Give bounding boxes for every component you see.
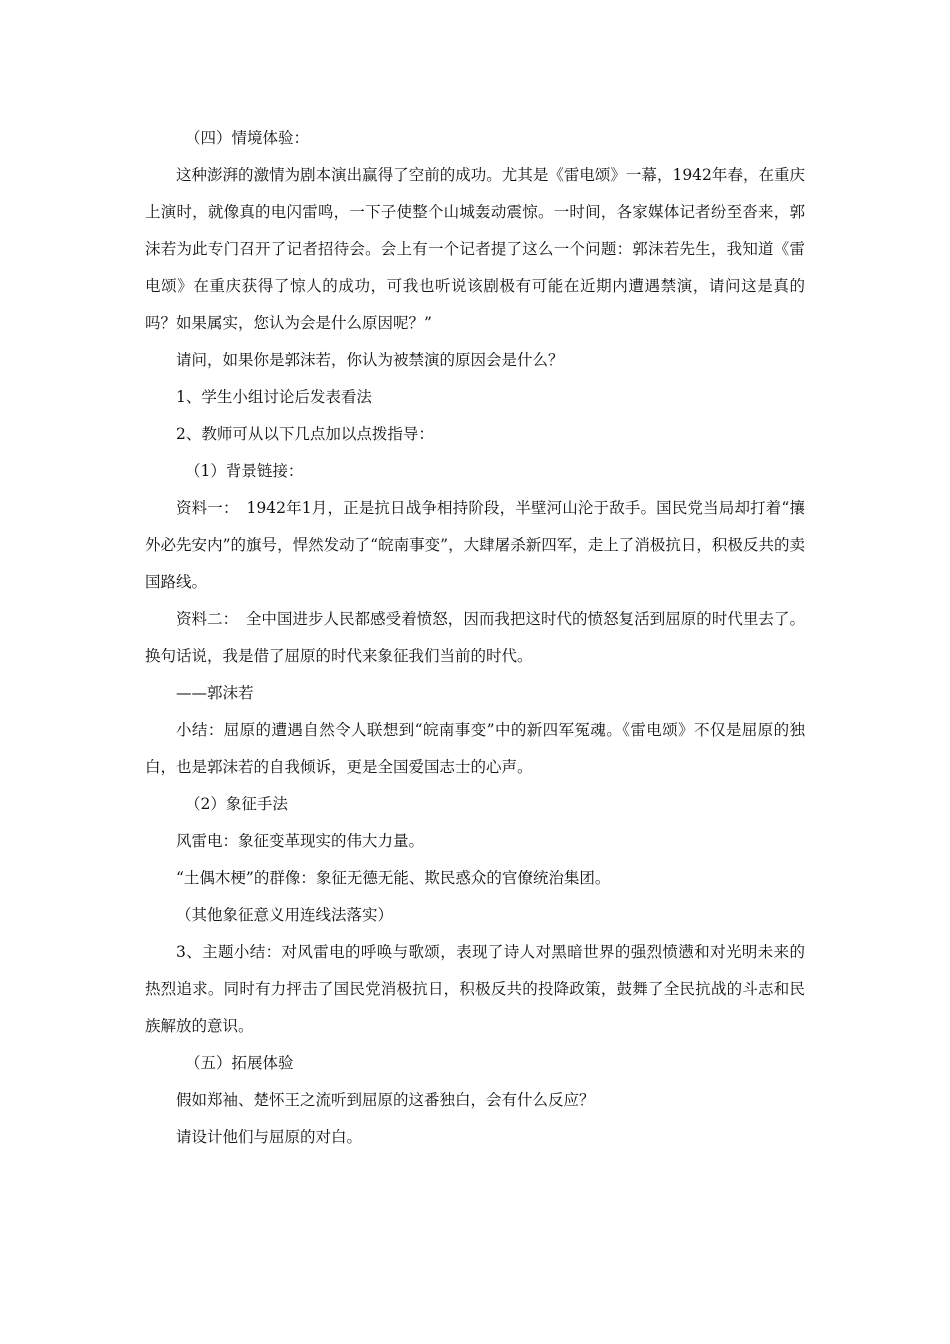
document-body [145, 120, 805, 1156]
subheading-background-link: （1）背景链接： [185, 462, 304, 480]
list-item-teacher-guidance: 2、教师可从以下几点加以点拨指导： [176, 425, 434, 443]
paragraph-dialogue-task: 请设计他们与屈原的对白。 [176, 1128, 363, 1146]
paragraph-hypothetical-reaction: 假如郑袖、楚怀王之流听到屈原的这番独白，会有什么反应？ [176, 1091, 595, 1109]
paragraph-material-one: 资料一： 1942年1月，正是抗日战争相持阶段，半壁河山沦于敌手。国民党当局却打着“攘外必先安内”的旗号，悍然发动了“皖南事变”，大肆屠杀新四军，走上了消极抗日，积极反共的卖国路线。 [145, 499, 805, 591]
author-signature: ——郭沫若 [176, 684, 254, 702]
paragraph-question: 请问，如果你是郭沫若，你认为被禁演的原因会是什么？ [176, 351, 564, 369]
paragraph-summary: 小结：屈原的遭遇自然令人联想到“皖南事变”中的新四军冤魂。《雷电颂》不仅是屈原的独白，也是郭沫若的自我倾诉，更是全国爱国志士的心声。 [145, 721, 805, 776]
section-heading-situation-experience: （四）情境体验： [185, 129, 310, 147]
paragraph-clay-idols: “土偶木梗”的群像：象征无德无能、欺民惑众的官僚统治集团。 [176, 869, 611, 887]
paragraph-performance-success: 这种澎湃的激情为剧本演出赢得了空前的成功。尤其是《雷电颂》一幕，1942年春，在重庆上演时，就像真的电闪雷鸣，一下子使整个山城轰动震惊。一时间，各家媒体记者纷至沓来，郭沫若为此专门召开了记者招待会。会上有一个记者提了这么一个问题：郭沫若先生，我知道《雷电颂》在重庆获得了惊人的成功，可我也听说该剧极有可能在近期内遭遇禁演，请问这是真的吗？如果属实，您认为会是什么原因呢？” [145, 166, 805, 332]
paragraph-other-symbolism: （其他象征意义用连线法落实） [176, 906, 394, 924]
paragraph-material-two: 资料二： 全中国进步人民都感受着愤怒，因而我把这时代的愤怒复活到屈原的时代里去了。换句话说，我是借了屈原的时代来象征我们当前的时代。 [145, 610, 805, 665]
subheading-symbolism: （2）象征手法 [185, 795, 288, 813]
section-heading-extension-experience: （五）拓展体验 [185, 1054, 294, 1072]
paragraph-wind-thunder-lightning: 风雷电：象征变革现实的伟大力量。 [176, 832, 425, 850]
paragraph-theme-summary: 3、主题小结：对风雷电的呼唤与歌颂，表现了诗人对黑暗世界的强烈愤懑和对光明未来的热烈追求。同时有力抨击了国民党消极抗日，积极反共的投降政策，鼓舞了全民抗战的斗志和民族解放的意识。 [145, 943, 805, 1035]
list-item-student-discussion: 1、学生小组讨论后发表看法 [176, 388, 372, 406]
